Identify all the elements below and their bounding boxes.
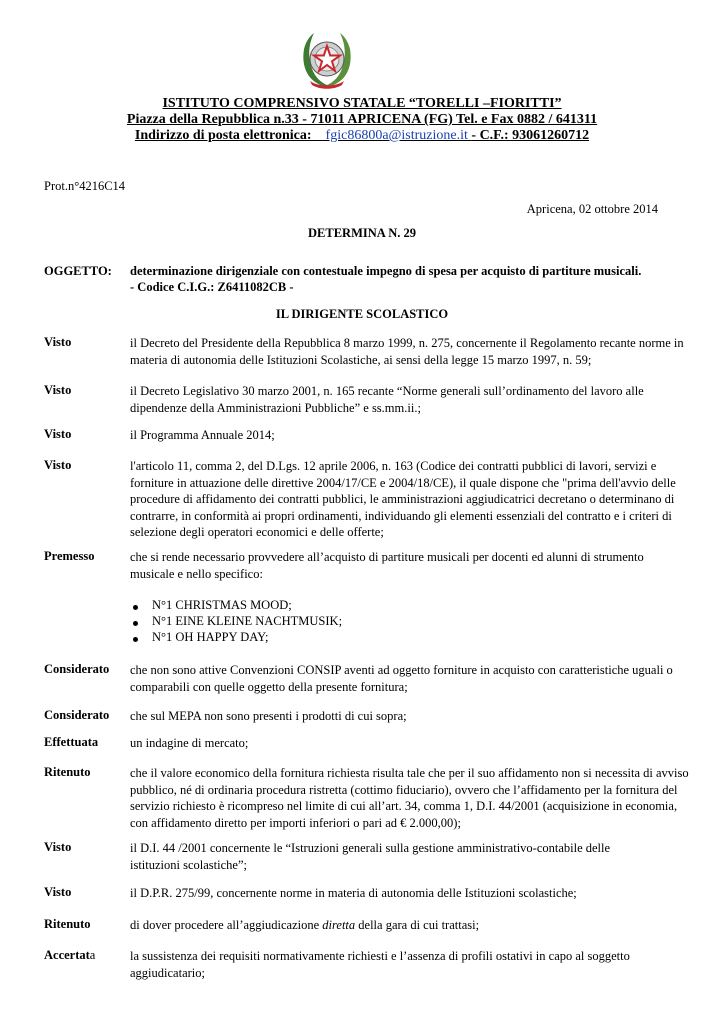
school-contacts: [0, 128, 724, 144]
clause-text: il Decreto del Presidente della Repubblica 8 marzo 1999, n. 275, concernente il Regolamento recante norme in materia di autonomia delle Istituzioni Scolastiche, ai sensi della legge 15 marzo 1997, n. 59;: [130, 336, 684, 367]
clause-text: che si rende necessario provvedere all’acquisto di partiture musicali per docenti ed alunni di strumento musicale e nello specifico:: [130, 550, 644, 581]
list-item: N°1 CHRISTMAS MOOD;: [152, 598, 292, 612]
clause-label: Effettuata: [44, 735, 99, 749]
list-item: N°1 OH HAPPY DAY;: [152, 630, 269, 644]
clause-label: Visto: [44, 427, 72, 441]
clause-text: che non sono attive Convenzioni CONSIP aventi ad oggetto forniture in acquisto con caratteristiche uguali o comparabili con quelle oggetto della presente fornitura;: [130, 663, 673, 694]
list-item: N°1 EINE KLEINE NACHTMUSIK;: [152, 614, 343, 628]
place-date: Apricena, 02 ottobre 2014: [526, 202, 658, 216]
clause-label: Accertata: [44, 948, 96, 962]
bullet-icon: [133, 621, 138, 626]
clause-text: il D.I. 44 /2001 concernente le “Istruzioni generali sulla gestione amministrativo-contabile delle istituzioni scolastiche”;: [130, 841, 611, 872]
clause-label: Ritenuto: [44, 917, 91, 931]
clause-label: Visto: [44, 383, 72, 397]
clause-text: il D.P.R. 275/99, concernente norme in materia di autonomia delle Istituzioni scolastiche;: [130, 886, 577, 900]
bullet-icon: [133, 605, 138, 610]
email-link[interactable]: fgic86800a@istruzione.it: [325, 128, 468, 143]
oggetto-line-1: determinazione dirigenziale con contestuale impegno di spesa per acquisto di partiture musicali.: [130, 264, 642, 278]
bullet-icon: [133, 637, 138, 642]
clause-label: Considerato: [44, 662, 110, 676]
clause-text: un indagine di mercato;: [130, 736, 249, 750]
protocol-number: Prot.n°4216C14: [44, 179, 126, 193]
tax-code: - C.F.: 93061260712: [471, 128, 590, 143]
clause-text: che sul MEPA non sono presenti i prodotti di cui sopra;: [130, 709, 407, 723]
republic-emblem-icon: [298, 27, 356, 91]
oggetto-line-2: - Codice C.I.G.: Z6411082CB -: [130, 280, 294, 294]
clause-text: che il valore economico della fornitura richiesta risulta tale che per il suo affidamento non si necessita di avviso pubblico, né di ordinaria procedura ristretta (cottimo fiduciario), ovvero che l’affidamento per la fornitura del servizio richiesto è ricompreso nel limite di cui all’art. 34, comma 1, D.I. 44/2001 (acquisizione in economia, con affidamento diretto per importi inferiori o pari ad € 2.000,00);: [130, 766, 689, 830]
school-address: Piazza della Repubblica n.33 - 71011 APRICENA (FG) Tel. e Fax 0882 / 641311: [126, 112, 598, 127]
clause-label: Visto: [44, 840, 72, 854]
clause-text: il Programma Annuale 2014;: [130, 428, 275, 442]
email-label: Indirizzo di posta elettronica:: [134, 128, 312, 143]
clause-label: Ritenuto: [44, 765, 91, 779]
clause-text: il Decreto Legislativo 30 marzo 2001, n. 165 recante “Norme generali sull’ordinamento del lavoro alle dipendenze della Amministrazioni Pubbliche” e ss.mm.ii.;: [130, 384, 644, 415]
determina-title: DETERMINA N. 29: [308, 226, 416, 240]
oggetto-label: OGGETTO:: [44, 264, 112, 278]
clause-label: Considerato: [44, 708, 110, 722]
clause-label: Visto: [44, 335, 72, 349]
clause-label: Premesso: [44, 549, 95, 563]
dirigente-title: IL DIRIGENTE SCOLASTICO: [275, 307, 449, 321]
clause-label: Visto: [44, 458, 72, 472]
clause-text: la sussistenza dei requisiti normativamente richiesti e l’assenza di profili ostativi in capo al soggetto aggiudicatario;: [130, 949, 630, 980]
clause-text: di dover procedere all’aggiudicazione diretta della gara di cui trattasi;: [130, 918, 480, 932]
clause-text: l'articolo 11, comma 2, del D.Lgs. 12 aprile 2006, n. 163 (Codice dei contratti pubblici di lavori, servizi e forniture in attuazione delle direttive 2004/17/CE e 2004/18/CE), il quale dispone che "prima dell'avvio delle procedure di affidamento dei contratti pubblici, le amministrazioni aggiudicatrici decretano o determinano di contrarre, in conformità ai propri ordinamenti, individuando gli elementi essenziali del contratto e i criteri di selezione degli operatori economici e delle offerte;: [130, 459, 676, 539]
school-name: ISTITUTO COMPRENSIVO STATALE “TORELLI –FIORITTI”: [162, 96, 562, 111]
clause-label: Visto: [44, 885, 72, 899]
